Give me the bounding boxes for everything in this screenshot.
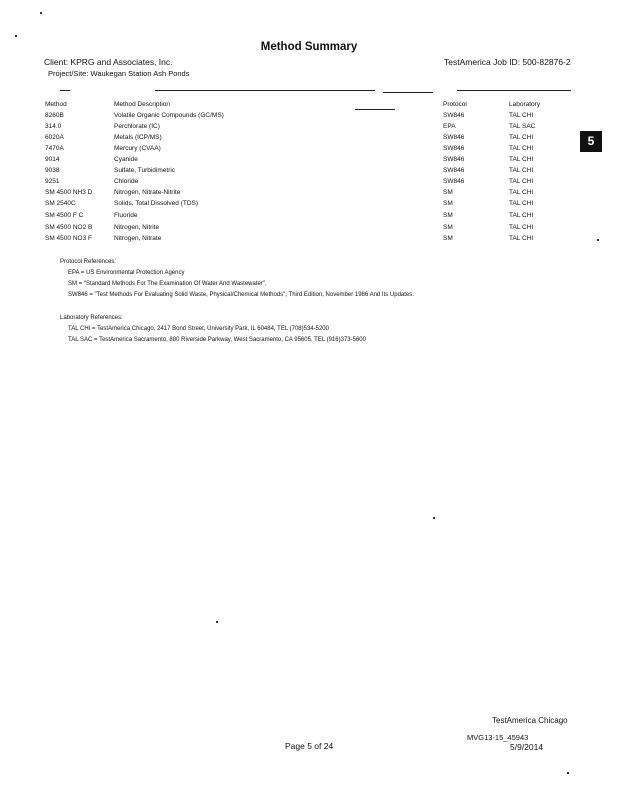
scan-speck — [433, 517, 435, 519]
lab-cell: TAL CHI — [509, 235, 534, 242]
description-cell: Nitrogen, Nitrate-Nitrite — [114, 189, 181, 196]
description-cell: Chloride — [114, 178, 139, 185]
protocol-reference-item: EPA = US Environmental Protection Agency — [68, 270, 185, 276]
protocol-cell: SM — [443, 224, 453, 231]
footer-date: 5/9/2014 — [510, 742, 544, 752]
description-cell: Cyanide — [114, 156, 138, 163]
description-cell: Perchlorate (IC) — [114, 123, 160, 130]
method-cell: SM 4500 NH3 D — [45, 189, 93, 196]
table-row — [0, 112, 618, 123]
table-row — [0, 134, 618, 145]
header-rule-4 — [457, 90, 571, 91]
method-cell: 9251 — [45, 178, 60, 185]
lab-cell: TAL CHI — [509, 178, 534, 185]
table-row — [0, 224, 618, 235]
method-cell: 6020A — [45, 134, 64, 141]
description-cell: Volatile Organic Compounds (GC/MS) — [114, 112, 224, 119]
header-rule-3 — [383, 92, 433, 93]
description-cell: Fluoride — [114, 212, 138, 219]
header-rule-1 — [60, 90, 70, 91]
protocol-references-heading: Protocol References: — [60, 259, 117, 265]
protocol-cell: SM — [443, 212, 453, 219]
protocol-cell: SW846 — [443, 178, 465, 185]
method-cell: 314.0 — [45, 123, 62, 130]
header-rule-2 — [155, 90, 375, 91]
description-cell: Sulfate, Turbidimetric — [114, 167, 176, 174]
column-header-protocol: Protocol — [443, 101, 467, 108]
laboratory-references-heading: Laboratory References: — [60, 315, 123, 321]
job-id: TestAmerica Job ID: 500-82876-2 — [444, 57, 571, 67]
project-site: Project/Site: Waukegan Station Ash Ponds — [48, 69, 190, 78]
laboratory-reference-item: TAL SAC = TestAmerica Sacramento, 880 Riverside Parkway, West Sacramento, CA 95605, TEL (916)373-5600 — [68, 337, 366, 343]
column-header-description: Method Description — [114, 101, 170, 108]
protocol-cell: SW846 — [443, 156, 465, 163]
column-header-laboratory: Laboratory — [509, 101, 541, 108]
protocol-cell: SW846 — [443, 145, 465, 152]
protocol-reference-item: SM = "Standard Methods For The Examination Of Water And Wastewater", — [68, 281, 267, 287]
lab-cell: TAL CHI — [509, 189, 534, 196]
protocol-cell: SW846 — [443, 112, 465, 119]
scan-speck — [216, 621, 218, 623]
scan-speck — [40, 12, 42, 14]
lab-cell: TAL SAC — [509, 123, 536, 130]
lab-cell: TAL CHI — [509, 156, 534, 163]
method-cell: SM 4500 F C — [45, 212, 84, 219]
table-row — [0, 235, 618, 246]
protocol-cell: SM — [443, 235, 453, 242]
description-cell: Metals (ICP/MS) — [114, 134, 162, 141]
table-row — [0, 200, 618, 211]
section-tab: 5 — [580, 131, 602, 152]
page-number: Page 5 of 24 — [285, 741, 334, 751]
protocol-cell: SM — [443, 189, 453, 196]
method-cell: 9014 — [45, 156, 60, 163]
method-cell: SM 4500 NO3 F — [45, 235, 92, 242]
description-cell: Solids, Total Dissolved (TDS) — [114, 200, 199, 207]
method-cell: SM 2540C — [45, 200, 76, 207]
description-cell: Nitrogen, Nitrate — [114, 235, 162, 242]
lab-cell: TAL CHI — [509, 167, 534, 174]
method-cell: 9038 — [45, 167, 60, 174]
protocol-cell: SM — [443, 200, 453, 207]
lab-cell: TAL CHI — [509, 224, 534, 231]
description-cell: Mercury (CVAA) — [114, 145, 161, 152]
scan-speck — [597, 239, 599, 241]
laboratory-reference-item: TAL CHI = TestAmerica Chicago, 2417 Bond Street, University Park, IL 60484, TEL (708)534-5200 — [68, 326, 329, 332]
scan-speck — [15, 35, 17, 37]
protocol-cell: SW846 — [443, 134, 465, 141]
description-cell: Nitrogen, Nitrite — [114, 224, 160, 231]
footer-work-order: MVG13-15_45943 — [467, 733, 529, 742]
protocol-reference-item: SW846 = "Test Methods For Evaluating Solid Waste, Physical/Chemical Methods", Third Edition, November 1986 And Its Updates. — [68, 292, 414, 298]
client-name: Client: KPRG and Associates, Inc. — [44, 57, 173, 67]
header-rule-5 — [355, 109, 395, 110]
table-row — [0, 145, 618, 156]
table-row — [0, 212, 618, 223]
lab-cell: TAL CHI — [509, 112, 534, 119]
protocol-cell: EPA — [443, 123, 456, 130]
method-cell: 8260B — [45, 112, 64, 119]
protocol-cell: SW846 — [443, 167, 465, 174]
lab-cell: TAL CHI — [509, 200, 534, 207]
lab-cell: TAL CHI — [509, 134, 534, 141]
column-header-method: Method — [45, 101, 67, 108]
scan-speck — [567, 772, 569, 774]
method-cell: SM 4500 NO2 B — [45, 224, 93, 231]
table-row — [0, 156, 618, 167]
table-row — [0, 178, 618, 189]
lab-cell: TAL CHI — [509, 212, 534, 219]
table-row — [0, 167, 618, 178]
footer-lab-name: TestAmerica Chicago — [492, 716, 568, 725]
lab-cell: TAL CHI — [509, 145, 534, 152]
table-row — [0, 189, 618, 200]
page-title: Method Summary — [260, 41, 358, 53]
table-row — [0, 123, 618, 134]
method-cell: 7470A — [45, 145, 64, 152]
